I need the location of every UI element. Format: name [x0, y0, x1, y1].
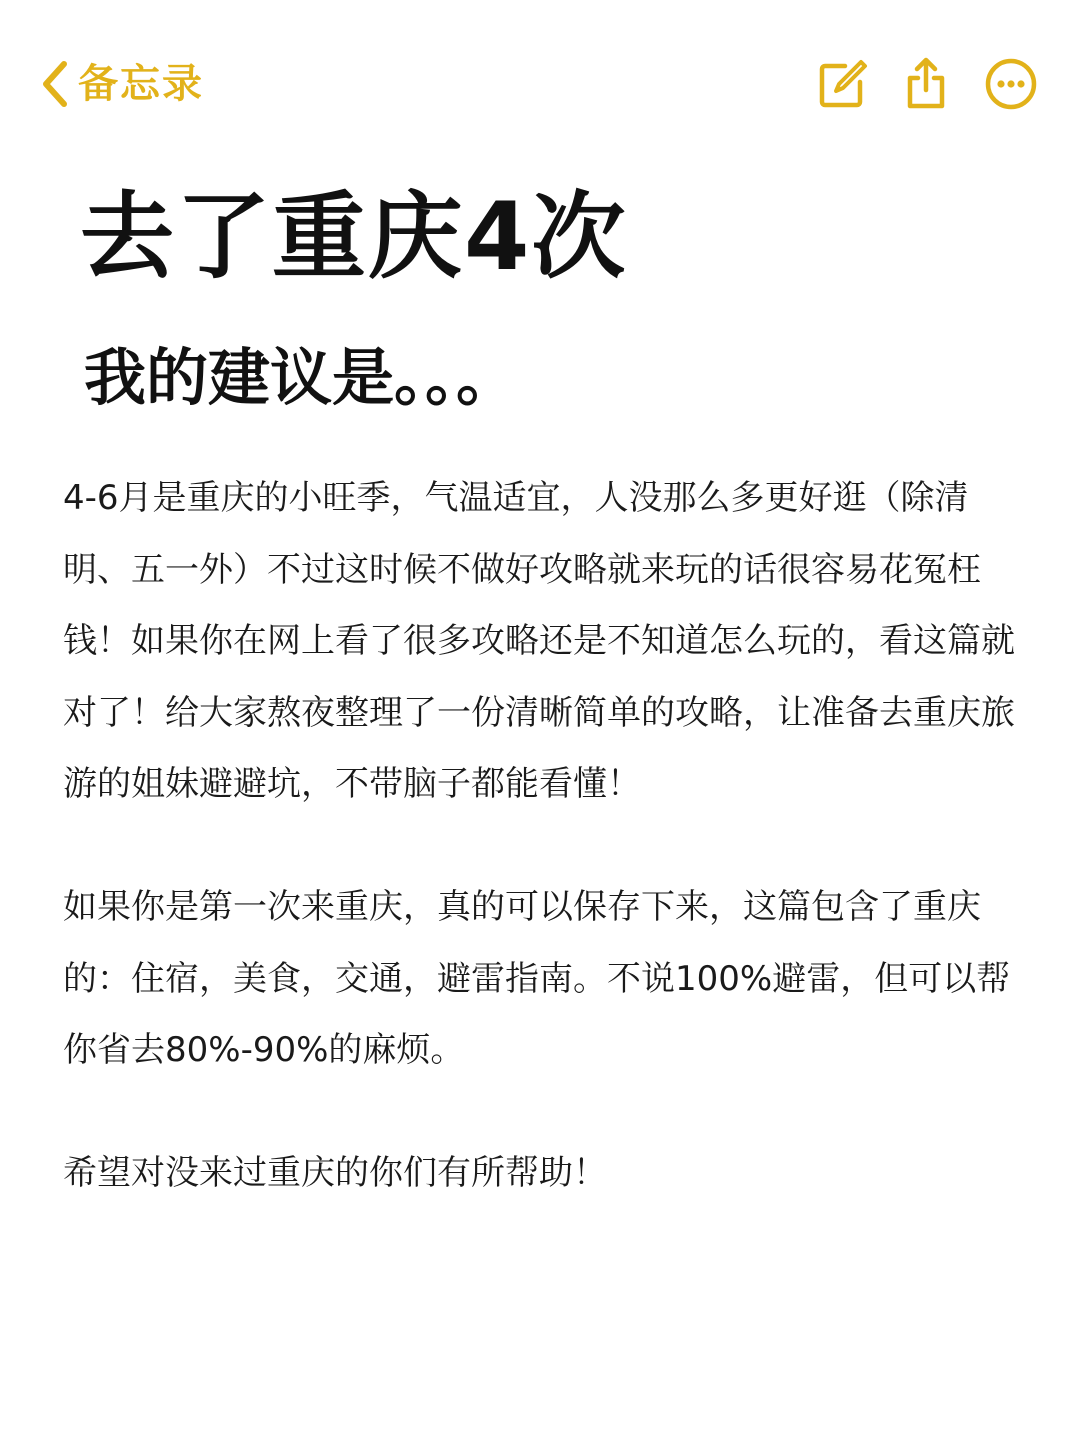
- more-icon: [983, 56, 1039, 112]
- note-paragraph: 如果你是第一次来重庆，真的可以保存下来，这篇包含了重庆的：住宿，美食，交通，避雷指南。不说100%避雷，但可以帮你省去80%-90%的麻烦。: [63, 887, 1011, 1070]
- compose-button[interactable]: [815, 56, 871, 112]
- back-button[interactable]: [38, 56, 204, 112]
- compose-icon: [815, 56, 871, 112]
- note-paragraph: 希望对没来过重庆的你们有所帮助！: [63, 1153, 607, 1193]
- share-button[interactable]: [898, 56, 954, 112]
- share-icon: [898, 56, 954, 112]
- more-button[interactable]: [983, 56, 1039, 112]
- note-paragraph: 4-6月是重庆的小旺季，气温适宜，人没那么多更好逛（除清明、五一外）不过这时候不做好攻略就来玩的话很容易花冤枉钱！如果你在网上看了很多攻略还是不知道怎么玩的，看这篇就对了！给大家熬夜整理了一份清晰简单的攻略，让准备去重庆旅游的姐妹避避坑，不带脑子都能看懂！: [63, 478, 1015, 804]
- note-title: 去了重庆4次: [80, 183, 628, 292]
- nav-bar: [0, 0, 1080, 160]
- note-subtitle: 我的建议是。。。: [84, 341, 519, 414]
- chevron-left-icon: [38, 56, 72, 112]
- back-label: 备忘录: [78, 61, 204, 107]
